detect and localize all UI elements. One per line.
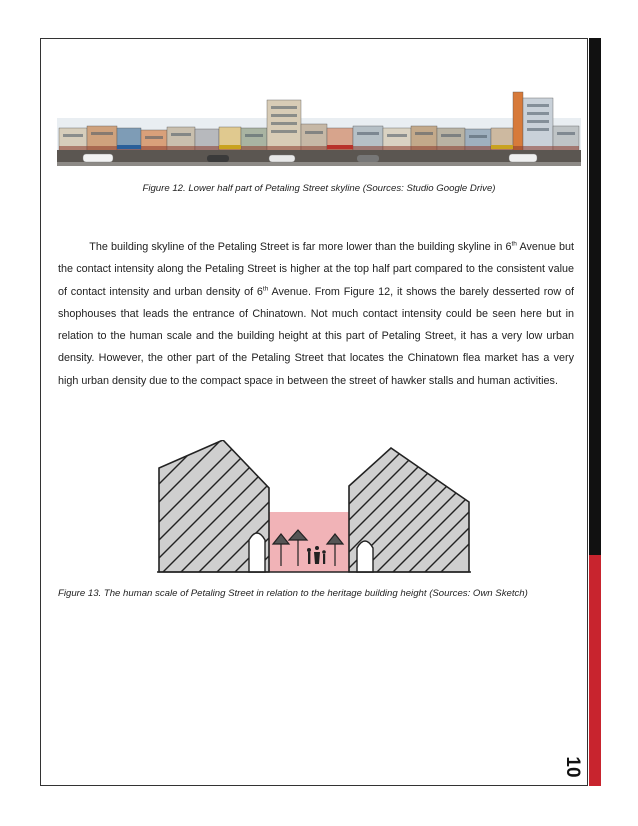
figure-12-skyline-image bbox=[57, 88, 581, 166]
page-number: 10 bbox=[562, 756, 583, 778]
figure-13-sketch bbox=[153, 440, 473, 578]
paragraph-text-2: Avenue but the contact intensity along the Petaling Street is higher at the top half part compared to the consistent value of contact intensity and urban density of 6 bbox=[58, 241, 575, 298]
figure-12-caption: Figure 12. Lower half part of Petaling Street skyline (Sources: Studio Google Drive) bbox=[142, 183, 496, 194]
superscript-th-1: th bbox=[511, 240, 517, 248]
paragraph-text-3: Avenue. From Figure 12, it shows the barely desserted row of shophouses that leads the entrance of Chinatown. Not much contact intensity could be seen here but in relation to the human scale and the building height at this part of Petaling Street, it has a very low urban density. However, the other part of the Petaling Street that locates the Chinatown flea market has a very high urban density due to the compact space in between the street of hawker stalls and human activities. bbox=[58, 285, 574, 387]
paragraph-text-1: The building skyline of the Petaling Street is far more lower than the building skyline in 6 bbox=[89, 241, 512, 253]
superscript-th-2: th bbox=[262, 285, 269, 292]
figure-13-caption: Figure 13. The human scale of Petaling Street in relation to the heritage building height (Sources: Own Sketch) bbox=[58, 588, 528, 599]
sidebar-black-bar bbox=[589, 38, 601, 555]
body-paragraph bbox=[58, 236, 574, 392]
sidebar-red-bar bbox=[589, 555, 601, 786]
